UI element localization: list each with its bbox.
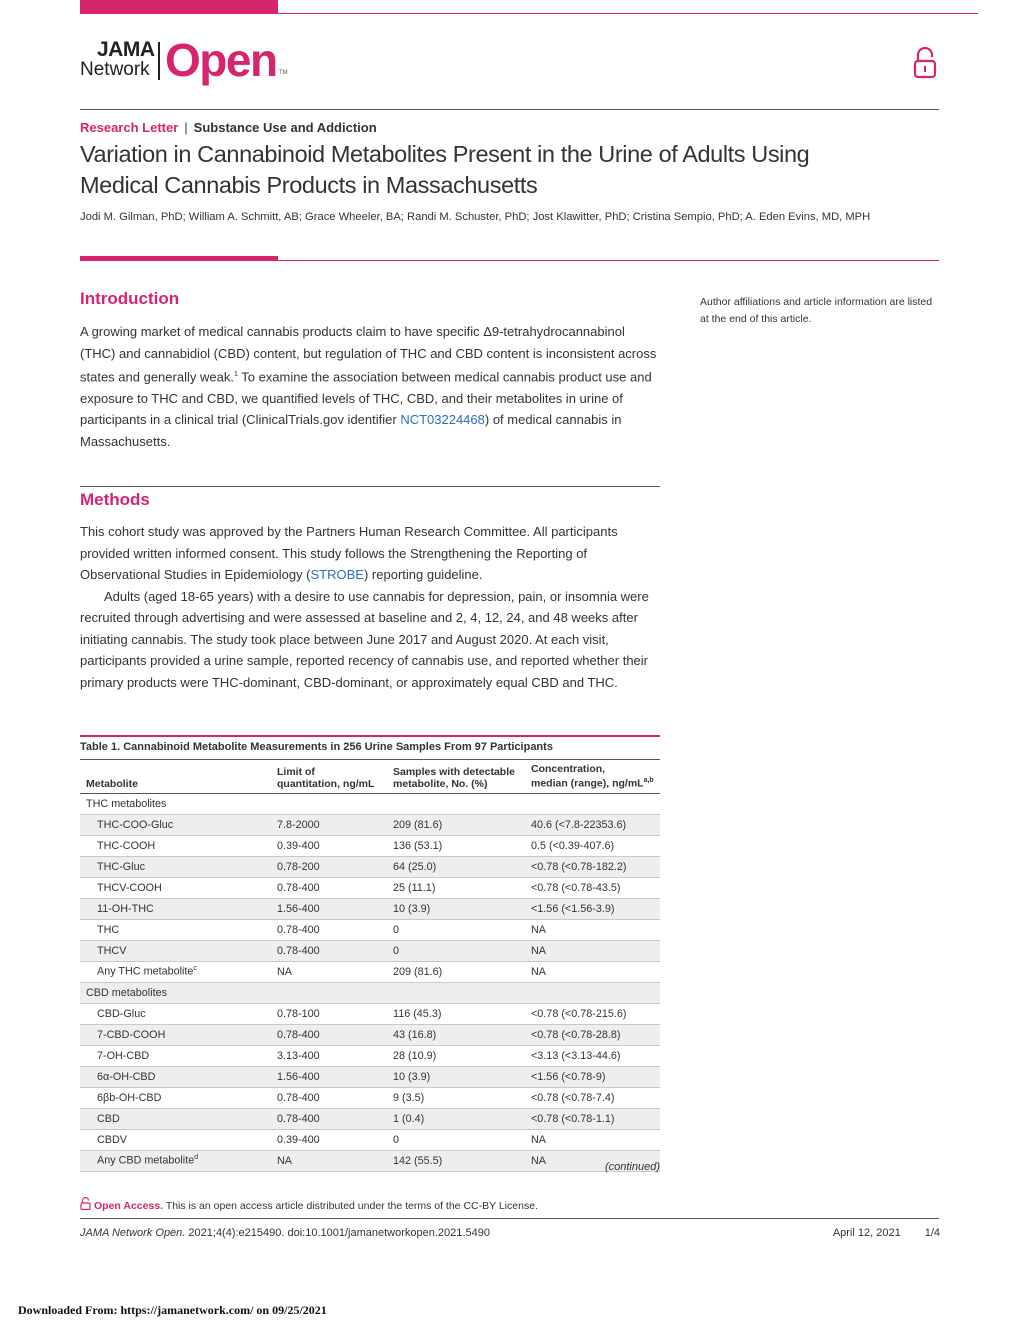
footer-citation [80, 1227, 490, 1239]
concentration: <0.78 (<0.78-43.5) [525, 877, 660, 898]
table-row [80, 1108, 660, 1129]
table-row [80, 1024, 660, 1045]
concentration: <0.78 (<0.78-1.1) [525, 1108, 660, 1129]
limit-of-quantitation: 0.78-100 [271, 1003, 387, 1024]
col-header-concentration: Concentration, median (range), ng/mL$^{a,b}$ [531, 763, 654, 790]
table-row [80, 1087, 660, 1108]
detectable-samples: 0 [387, 919, 525, 940]
methods-text-a: This cohort study was approved by the Partners Human Research Committee. All participants provided written informed consent. This study follows the Strengthening the Reporting of Observational Studies in Epidemiology ( [80, 524, 618, 582]
limit-of-quantitation: NA [271, 1150, 387, 1171]
concentration: NA [525, 1129, 660, 1150]
footer-page: 1/4 [924, 1227, 940, 1239]
metabolite-name: 7-CBD-COOH [80, 1024, 271, 1045]
brand-trademark: TM [279, 70, 288, 76]
table-row [80, 1129, 660, 1150]
table-row [80, 961, 660, 982]
metabolite-name: THCV [80, 940, 271, 961]
limit-of-quantitation: 0.78-400 [271, 877, 387, 898]
limit-of-quantitation: 1.56-400 [271, 1066, 387, 1087]
detectable-samples: 10 (3.9) [387, 898, 525, 919]
limit-of-quantitation: 3.13-400 [271, 1045, 387, 1066]
detectable-samples: 136 (53.1) [387, 835, 525, 856]
methods-body [80, 521, 662, 693]
metabolite-name: CBD-Gluc [80, 1003, 271, 1024]
limit-of-quantitation: 0.39-400 [271, 835, 387, 856]
limit-of-quantitation: 7.8-2000 [271, 814, 387, 835]
limit-of-quantitation: 0.78-400 [271, 1024, 387, 1045]
article-type[interactable]: Research Letter [80, 120, 179, 135]
metabolite-table [80, 763, 660, 1172]
metabolite-name: CBDV [80, 1129, 271, 1150]
intro-text-a: A growing market of medical cannabis products claim to have specific Δ9-tetrahydrocannabinol (THC) and cannabidiol (CBD) content, but regulation of THC and CBD content is inconsistent across states and generally weak. [80, 324, 657, 385]
methods-section [80, 490, 150, 510]
limit-of-quantitation: 0.78-400 [271, 1108, 387, 1129]
detectable-samples: 116 (45.3) [387, 1003, 525, 1024]
intro-text-c: ) of medical cannabis in Massachusetts. [80, 412, 622, 449]
concentration: NA [525, 1150, 660, 1171]
section-accent-line [278, 260, 939, 261]
methods-paragraph-1 [80, 521, 662, 586]
table-row [80, 814, 660, 835]
strobe-link[interactable]: STROBE [310, 567, 364, 582]
table-row [80, 1003, 660, 1024]
detectable-samples: 1 (0.4) [387, 1108, 525, 1129]
brand-jama: JAMA [97, 38, 155, 61]
detectable-samples: 28 (10.9) [387, 1045, 525, 1066]
table-header-row [80, 763, 660, 793]
author-list: Jodi M. Gilman, PhD; William A. Schmitt, AB; Grace Wheeler, BA; Randi M. Schuster, PhD; Jost Klawitter, PhD; Cristina Sempio, PhD; A. Eden Evins, MD, MPH [80, 211, 871, 223]
footnote-marker[interactable]: d [194, 1154, 199, 1162]
introduction-body [80, 321, 662, 452]
concentration: NA [525, 940, 660, 961]
brand-open: Open [165, 34, 277, 86]
concentration: <1.56 (<0.78-9) [525, 1066, 660, 1087]
methods-rule [80, 486, 660, 487]
table-row [80, 877, 660, 898]
methods-heading: Methods [80, 490, 150, 509]
open-access-text: This is an open access article distributed under the terms of the CC-BY License. [163, 1200, 538, 1212]
table-row [80, 898, 660, 919]
table-caption: Table 1. Cannabinoid Metabolite Measurements in 256 Urine Samples From 97 Participants [80, 741, 553, 753]
detectable-samples: 43 (16.8) [387, 1024, 525, 1045]
table-row [80, 1045, 660, 1066]
metabolite-name: CBD [80, 1108, 271, 1129]
detectable-samples: 9 (3.5) [387, 1087, 525, 1108]
footer-date-page [800, 1227, 940, 1239]
table-row [80, 835, 660, 856]
limit-of-quantitation: 0.78-400 [271, 1087, 387, 1108]
metabolite-name: THC-COO-Gluc [80, 814, 271, 835]
group-label: THC metabolites [80, 793, 660, 814]
concentration: 40.6 (<7.8-22353.6) [525, 814, 660, 835]
open-lock-icon[interactable] [912, 46, 938, 85]
limit-of-quantitation: 1.56-400 [271, 898, 387, 919]
concentration: 0.5 (<0.39-407.6) [525, 835, 660, 856]
table-continued-note: (continued) [604, 1161, 660, 1173]
detectable-samples: 142 (55.5) [387, 1150, 525, 1171]
concentration: <1.56 (<1.56-3.9) [525, 898, 660, 919]
concentration: <0.78 (<0.78-28.8) [525, 1024, 660, 1045]
article-title: Variation in Cannabinoid Metabolites Present in the Urine of Adults Using Medical Cannabis Products in Massachusetts [80, 141, 810, 198]
table-group-row [80, 982, 660, 1003]
detectable-samples: 64 (25.0) [387, 856, 525, 877]
open-access-note [80, 1197, 538, 1212]
brand-divider [158, 42, 160, 80]
limit-of-quantitation: 0.39-400 [271, 1129, 387, 1150]
detectable-samples: 0 [387, 1129, 525, 1150]
metabolite-name: THC [80, 919, 271, 940]
clinical-trial-link[interactable]: NCT03224468 [400, 412, 485, 428]
concentration: <0.78 (<0.78-7.4) [525, 1087, 660, 1108]
table-row [80, 1066, 660, 1087]
reference-1[interactable]: 1 [233, 371, 238, 378]
methods-text-b: ) reporting guideline. [363, 567, 483, 582]
open-access-label: Open Access. [94, 1200, 164, 1212]
detectable-samples: 10 (3.9) [387, 1066, 525, 1087]
limit-of-quantitation: 0.78-400 [271, 940, 387, 961]
metabolite-name: 7-OH-CBD [80, 1045, 271, 1066]
brand-network: Network [80, 59, 150, 80]
footer-date: April 12, 2021 [832, 1227, 901, 1239]
intro-text-b: To examine the association between medical cannabis product use and exposure to THC and CBD, we quantified levels of THC, CBD, and their metabolites in urine of participants in a clinical trial (ClinicalTrials.gov identifier [80, 369, 652, 428]
col-header-detectable: Samples with detectable metabolite, No. (%) [393, 765, 515, 790]
concentration: NA [525, 961, 660, 982]
introduction-section [80, 289, 179, 309]
top-accent-line [278, 13, 978, 14]
concentration: <3.13 (<3.13-44.6) [525, 1045, 660, 1066]
table-header-rule [80, 759, 660, 760]
introduction-heading: Introduction [80, 289, 180, 308]
subject-area[interactable]: Substance Use and Addiction [193, 120, 377, 135]
section-accent-bar [80, 256, 278, 261]
metabolite-name: THC-Gluc [80, 856, 271, 877]
group-label: CBD metabolites [80, 982, 660, 1003]
download-note: Downloaded From: https://jamanetwork.com/ on 09/25/2021 [18, 1303, 327, 1317]
limit-of-quantitation: 0.78-400 [271, 919, 387, 940]
table-group-row [80, 793, 660, 814]
article-category [80, 120, 377, 135]
footer-journal: JAMA Network Open. [80, 1227, 186, 1239]
limit-of-quantitation: NA [271, 961, 387, 982]
introduction-paragraph [80, 321, 662, 452]
top-accent-bar [80, 0, 278, 14]
metabolite-name: 6βb-OH-CBD [80, 1087, 271, 1108]
col-header-metabolite: Metabolite [86, 777, 138, 790]
metabolite-name: 6α-OH-CBD [80, 1066, 271, 1087]
metabolite-name: Any THC metabolite$^c$ [80, 961, 271, 982]
detectable-samples: 209 (81.6) [387, 814, 525, 835]
detectable-samples: 209 (81.6) [387, 961, 525, 982]
methods-paragraph-2: Adults (aged 18-65 years) with a desire to use cannabis for depression, pain, or insomnia were recruited through advertising and were assessed at baseline and 2, 4, 12, 24, and 48 weeks after initiating cannabis. The study took place between June 2017 and August 2020. At each visit, participants provided a urine sample, reported recency of cannabis use, and reported whether their primary products were THC-dominant, CBD-dominant, or approximately equal CBD and THC. [80, 588, 649, 690]
metabolite-name: THC-COOH [80, 835, 271, 856]
header-rule [80, 109, 939, 110]
concentration: NA [525, 919, 660, 940]
table-top-rule [80, 735, 660, 737]
table-row [80, 856, 660, 877]
author-affiliation-note: Author affiliations and article information are listed at the end of this article. [700, 296, 933, 325]
concentration: <0.78 (<0.78-215.6) [525, 1003, 660, 1024]
metabolite-name: THCV-COOH [80, 877, 271, 898]
concentration: <0.78 (<0.78-182.2) [525, 856, 660, 877]
category-separator: | [184, 120, 188, 135]
footer-doi[interactable]: 2021;4(4):e215490. doi:10.1001/jamanetworkopen.2021.5490 [185, 1227, 490, 1239]
footnote-marker[interactable]: c [193, 965, 197, 973]
detectable-samples: 0 [387, 940, 525, 961]
open-access-icon [80, 1197, 91, 1210]
metabolite-name: 11-OH-THC [80, 898, 271, 919]
footer-rule [80, 1218, 939, 1219]
limit-of-quantitation: 0.78-200 [271, 856, 387, 877]
table-row [80, 919, 660, 940]
metabolite-name: Any CBD metabolite$^d$ [80, 1150, 271, 1171]
col-header-loq: Limit of quantitation, ng/mL [277, 765, 375, 790]
table-row [80, 940, 660, 961]
detectable-samples: 25 (11.1) [387, 877, 525, 898]
table-body [80, 793, 660, 1171]
